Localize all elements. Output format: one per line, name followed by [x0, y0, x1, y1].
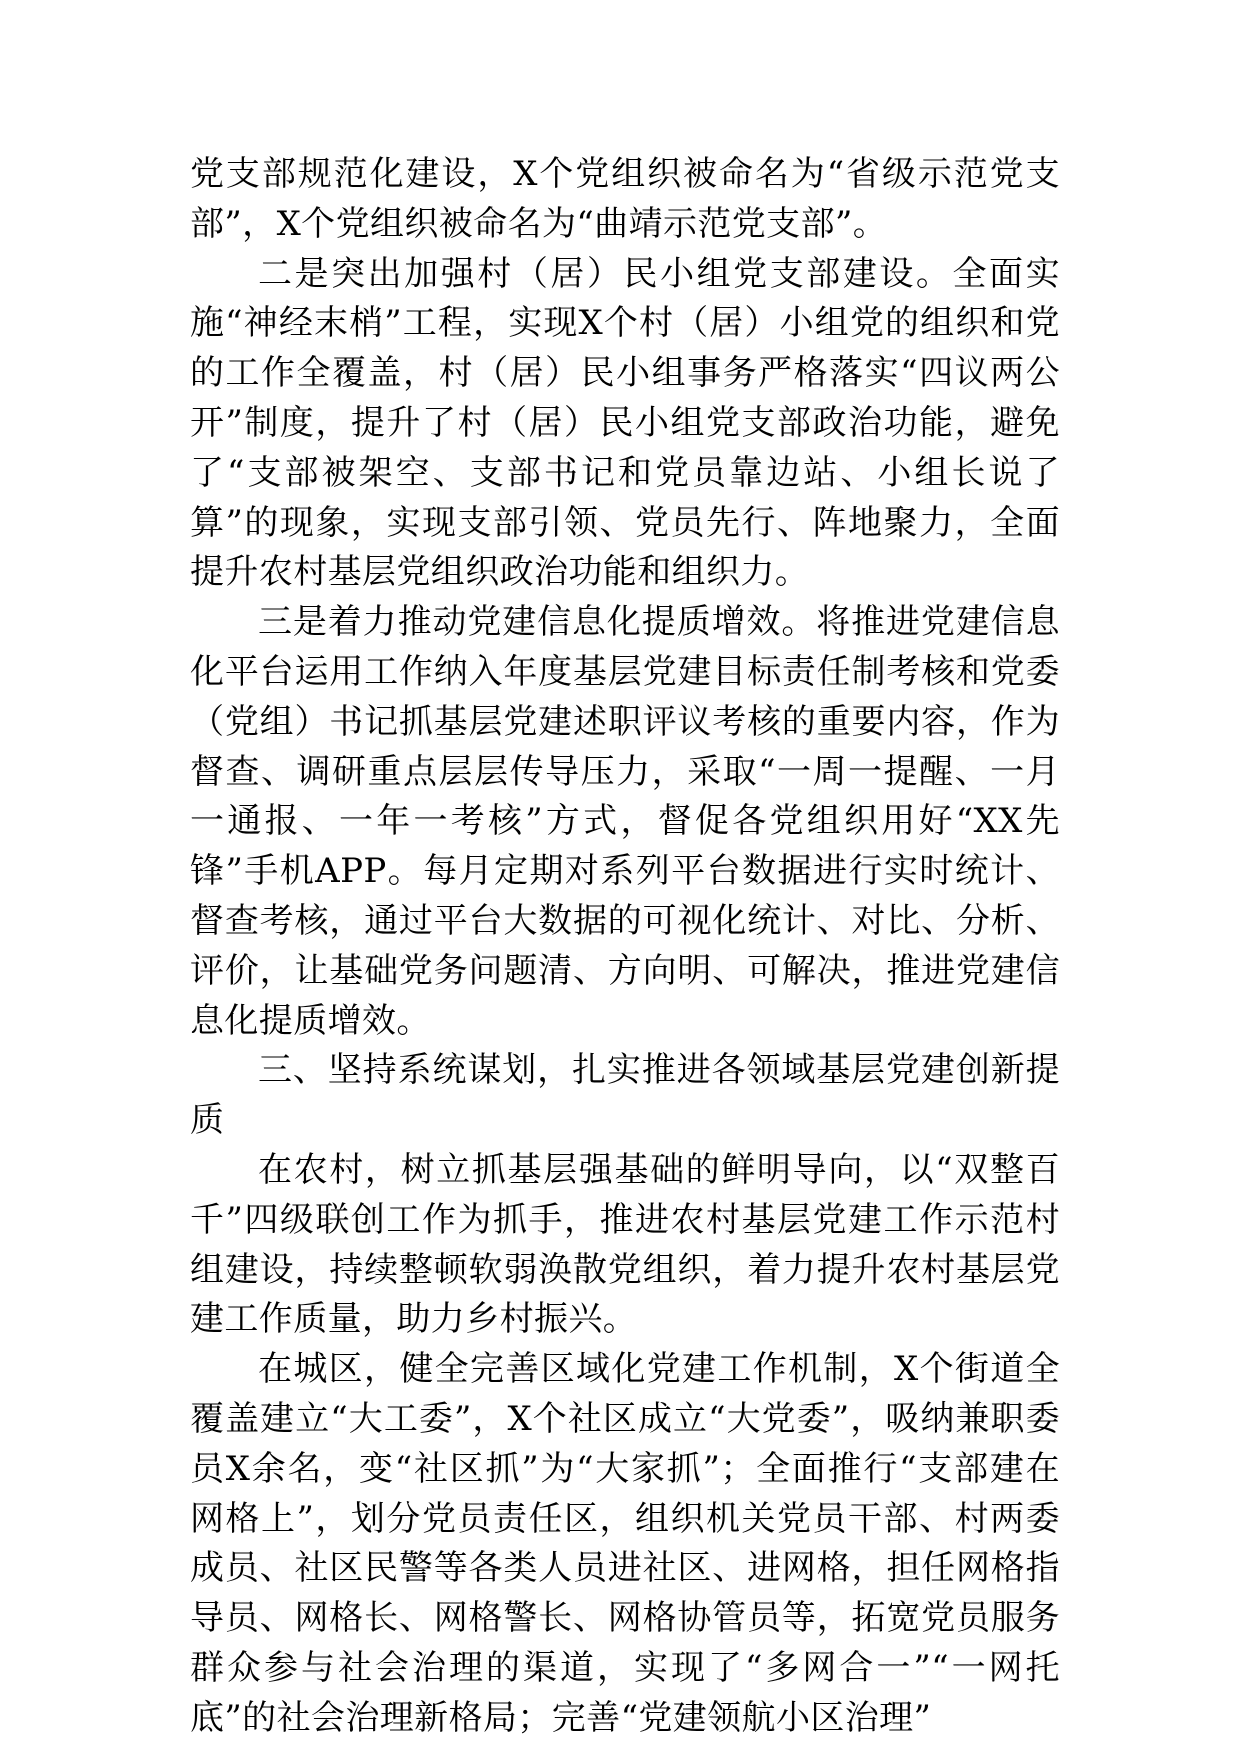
- paragraph-village-group-branch: 二是突出加强村（居）民小组党支部建设。全面实施“神经末梢”工程，实现X个村（居）小组党的组织和党的工作全覆盖，村（居）民小组事务严格落实“四议两公开”制度，提升了村（居）民小组党支部政治功能，避免了“支部被架空、支部书记和党员靠边站、小组长说了算”的现象，实现支部引领、党员先行、阵地聚力，全面提升农村基层党组织政治功能和组织力。: [190, 253, 1060, 593]
- paragraph-rural: 在农村，树立抓基层强基础的鲜明导向，以“双整百千”四级联创工作为抓手，推进农村基层党建工作示范村组建设，持续整顿软弱涣散党组织，着力提升农村基层党建工作质量，助力乡村振兴。: [190, 1149, 1060, 1340]
- document-page: [190, 150, 1060, 1738]
- paragraph-urban: 在城区，健全完善区域化党建工作机制，X个街道全覆盖建立“大工委”，X个社区成立“大党委”，吸纳兼职委员X余名，变“社区抓”为“大家抓”；全面推行“支部建在网格上”，划分党员责任区，组织机关党员干部、村两委成员、社区民警等各类人员进社区、进网格，担任网格指导员、网格长、网格警长、网格协管员等，拓宽党员服务群众参与社会治理的渠道，实现了“多网合一”“一网托底”的社会治理新格局；完善“党建领航小区治理”: [190, 1349, 1060, 1738]
- paragraph-continuation: 党支部规范化建设，X个党组织被命名为“省级示范党支部”，X个党组织被命名为“曲靖示范党支部”。: [190, 154, 1060, 244]
- section-heading: 三、坚持系统谋划，扎实推进各领域基层党建创新提质: [190, 1050, 1060, 1141]
- paragraph-party-informatization: 三是着力推动党建信息化提质增效。将推进党建信息化平台运用工作纳入年度基层党建目标责任制考核和党委（党组）书记抓基层党建述职评议考核的重要内容，作为督查、调研重点层层传导压力，采取“一周一提醒、一月一通报、一年一考核”方式，督促各党组织用好“XX先锋”手机APP。每月定期对系列平台数据进行实时统计、督查考核，通过平台大数据的可视化统计、对比、分析、评价，让基础党务问题清、方向明、可解决，推进党建信息化提质增效。: [190, 602, 1060, 1041]
